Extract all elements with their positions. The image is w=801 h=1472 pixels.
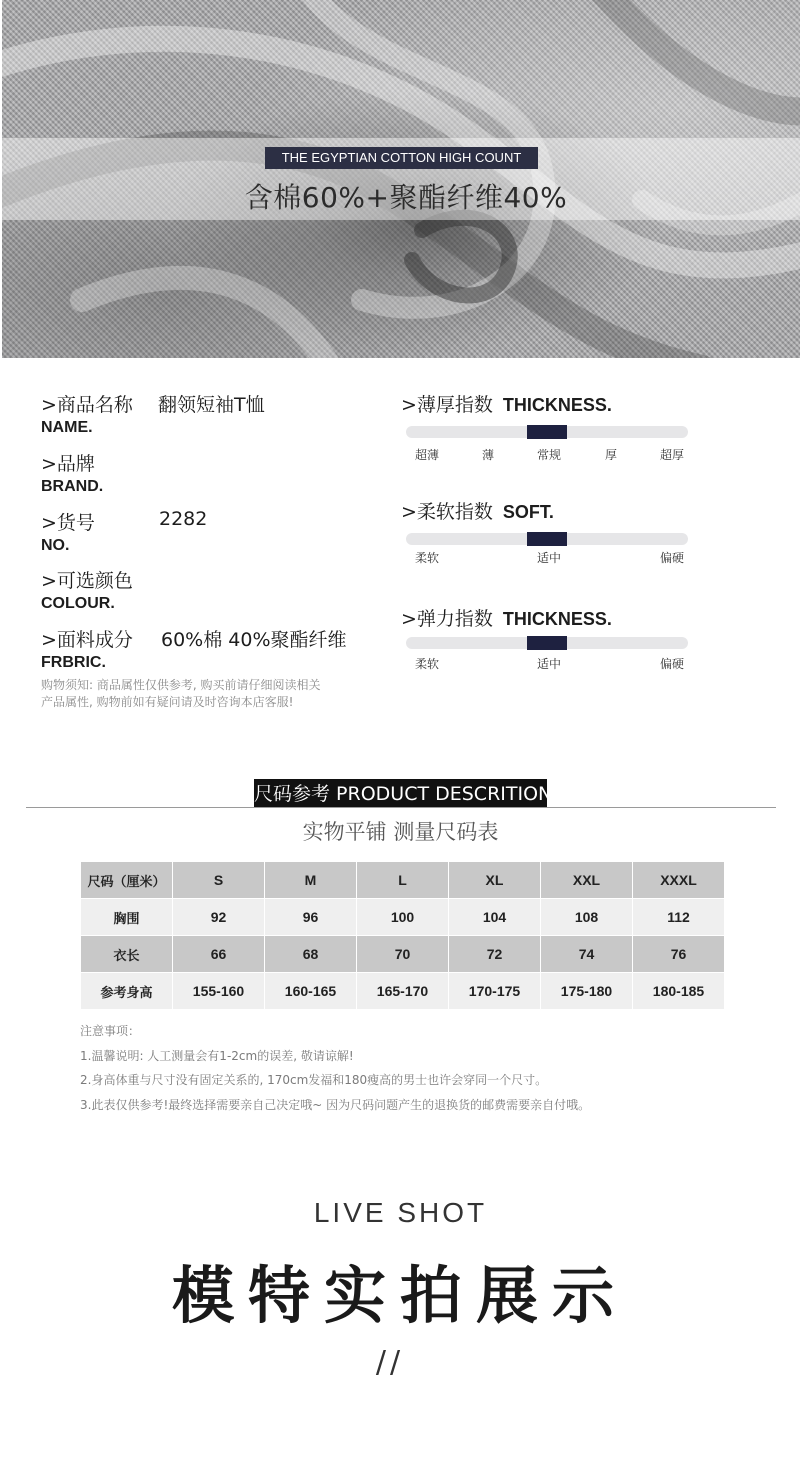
info-name-value: 翻领短袖T恤	[158, 394, 265, 416]
elasticity-index-title-cn: >弹力指数	[401, 608, 493, 630]
size-table-cell: 170-175	[449, 973, 541, 1010]
softness-index-label: 适中	[536, 551, 562, 565]
size-table-row	[81, 973, 725, 1010]
elasticity-index	[401, 604, 701, 684]
thickness-index-marker	[527, 425, 567, 439]
size-chart-divider	[26, 807, 776, 808]
info-name-label-en: NAME.	[41, 419, 93, 436]
live-shot-title-cn: 模特实拍展示	[171, 1259, 628, 1332]
info-fabric-label-en: FRBRIC.	[41, 654, 106, 671]
live-shot-decor: //	[375, 1345, 405, 1380]
size-table-cell: XL	[449, 862, 541, 899]
size-note: 1.温馨说明: 人工测量会有1-2cm的误差, 敬请谅解!	[80, 1048, 354, 1063]
size-note: 2.身高体重与尺寸没有固定关系的, 170cm发福和180瘦高的男士也许会穿同一个尺寸。	[80, 1073, 548, 1087]
size-table-cell: 参考身高	[81, 973, 173, 1010]
purchase-notice	[41, 677, 361, 711]
info-colour-label-en: COLOUR.	[41, 595, 115, 612]
info-no	[41, 508, 95, 555]
size-table-cell: 66	[173, 936, 265, 973]
size-table-cell: 74	[541, 936, 633, 973]
size-table-cell: 70	[357, 936, 449, 973]
size-table-cell: 尺码（厘米）	[81, 862, 173, 899]
size-table-cell: S	[173, 862, 265, 899]
size-table-cell: XXXL	[633, 862, 725, 899]
info-colour-label: >可选颜色	[41, 570, 133, 592]
thickness-index-title-cn: >薄厚指数	[401, 394, 493, 416]
elasticity-index-track	[406, 637, 688, 649]
size-table-cell: 104	[449, 899, 541, 936]
size-chart-heading: 尺码参考 PRODUCT DESCRITION	[254, 779, 547, 808]
size-table-row	[81, 899, 725, 936]
live-shot-title-en: LIVE SHOT	[313, 1197, 488, 1228]
softness-index-title-en: SOFT.	[502, 502, 554, 522]
elasticity-index-title-en: THICKNESS.	[502, 609, 612, 629]
elasticity-index-label: 柔软	[414, 657, 440, 671]
softness-index-track	[406, 533, 688, 545]
info-no-value: 2282	[159, 508, 208, 530]
hero-title: 含棉60%+聚酯纤维40%	[244, 181, 568, 214]
thickness-index-track	[406, 426, 688, 438]
purchase-notice-line: 产品属性, 购物前如有疑问请及时咨询本店客服!	[41, 695, 294, 709]
size-chart-subheading: 实物平铺 测量尺码表	[302, 820, 499, 844]
size-table-cell: 112	[633, 899, 725, 936]
size-table-cell: 胸围	[81, 899, 173, 936]
info-no-label: >货号	[41, 512, 95, 534]
size-table-cell: XXL	[541, 862, 633, 899]
size-table-row	[81, 936, 725, 973]
info-colour	[41, 566, 133, 613]
size-table	[80, 861, 725, 1010]
size-table-cell: 92	[173, 899, 265, 936]
thickness-index-label: 厚	[604, 448, 618, 462]
size-table-header-row	[81, 862, 725, 899]
size-table-cell: M	[265, 862, 357, 899]
info-name-label: >商品名称	[41, 394, 133, 416]
softness-index-label: 偏硬	[659, 551, 685, 565]
size-table-cell: 68	[265, 936, 357, 973]
info-name	[41, 390, 133, 437]
purchase-notice-line: 购物须知: 商品属性仅供参考, 购买前请仔细阅读相关	[41, 678, 321, 692]
size-table-cell: 165-170	[357, 973, 449, 1010]
info-brand	[41, 449, 103, 496]
size-table-cell: 76	[633, 936, 725, 973]
size-table-cell: 180-185	[633, 973, 725, 1010]
size-table-cell: 衣长	[81, 936, 173, 973]
elasticity-index-label: 偏硬	[659, 657, 685, 671]
thickness-index-label: 超厚	[659, 448, 685, 462]
info-fabric	[41, 625, 133, 672]
info-brand-label: >品牌	[41, 453, 95, 475]
size-table-cell: 160-165	[265, 973, 357, 1010]
size-notes	[80, 1022, 780, 1120]
thickness-index-label: 超薄	[414, 448, 440, 462]
softness-index	[401, 497, 701, 577]
thickness-index-label: 薄	[481, 448, 495, 462]
size-table-cell: 108	[541, 899, 633, 936]
size-table-cell: L	[357, 862, 449, 899]
info-brand-label-en: BRAND.	[41, 478, 104, 495]
thickness-index	[401, 390, 701, 470]
softness-index-label: 柔软	[414, 551, 440, 565]
thickness-index-title-en: THICKNESS.	[502, 395, 612, 415]
thickness-index-title	[401, 390, 701, 417]
hero-tag: THE EGYPTIAN COTTON HIGH COUNT	[265, 147, 538, 169]
size-table-cell: 175-180	[541, 973, 633, 1010]
info-fabric-value: 60%棉 40%聚酯纤维	[161, 629, 347, 651]
size-note-heading: 注意事项：	[80, 1024, 141, 1038]
size-table-cell: 155-160	[173, 973, 265, 1010]
info-fabric-label: >面料成分	[41, 629, 133, 651]
size-table-cell: 72	[449, 936, 541, 973]
softness-index-marker	[527, 532, 567, 546]
size-table-cell: 100	[357, 899, 449, 936]
elasticity-index-label: 适中	[536, 657, 562, 671]
softness-index-title	[401, 497, 701, 524]
elasticity-index-marker	[527, 636, 567, 650]
softness-index-title-cn: >柔软指数	[401, 501, 493, 523]
size-table-cell: 96	[265, 899, 357, 936]
size-note: 3.此表仅供参考!最终选择需要亲自己决定哦~ 因为尺码问题产生的退换货的邮费需要亲自付哦。	[80, 1097, 591, 1112]
thickness-index-label: 常规	[536, 448, 562, 462]
info-no-label-en: NO.	[41, 537, 70, 554]
elasticity-index-title	[401, 604, 701, 631]
